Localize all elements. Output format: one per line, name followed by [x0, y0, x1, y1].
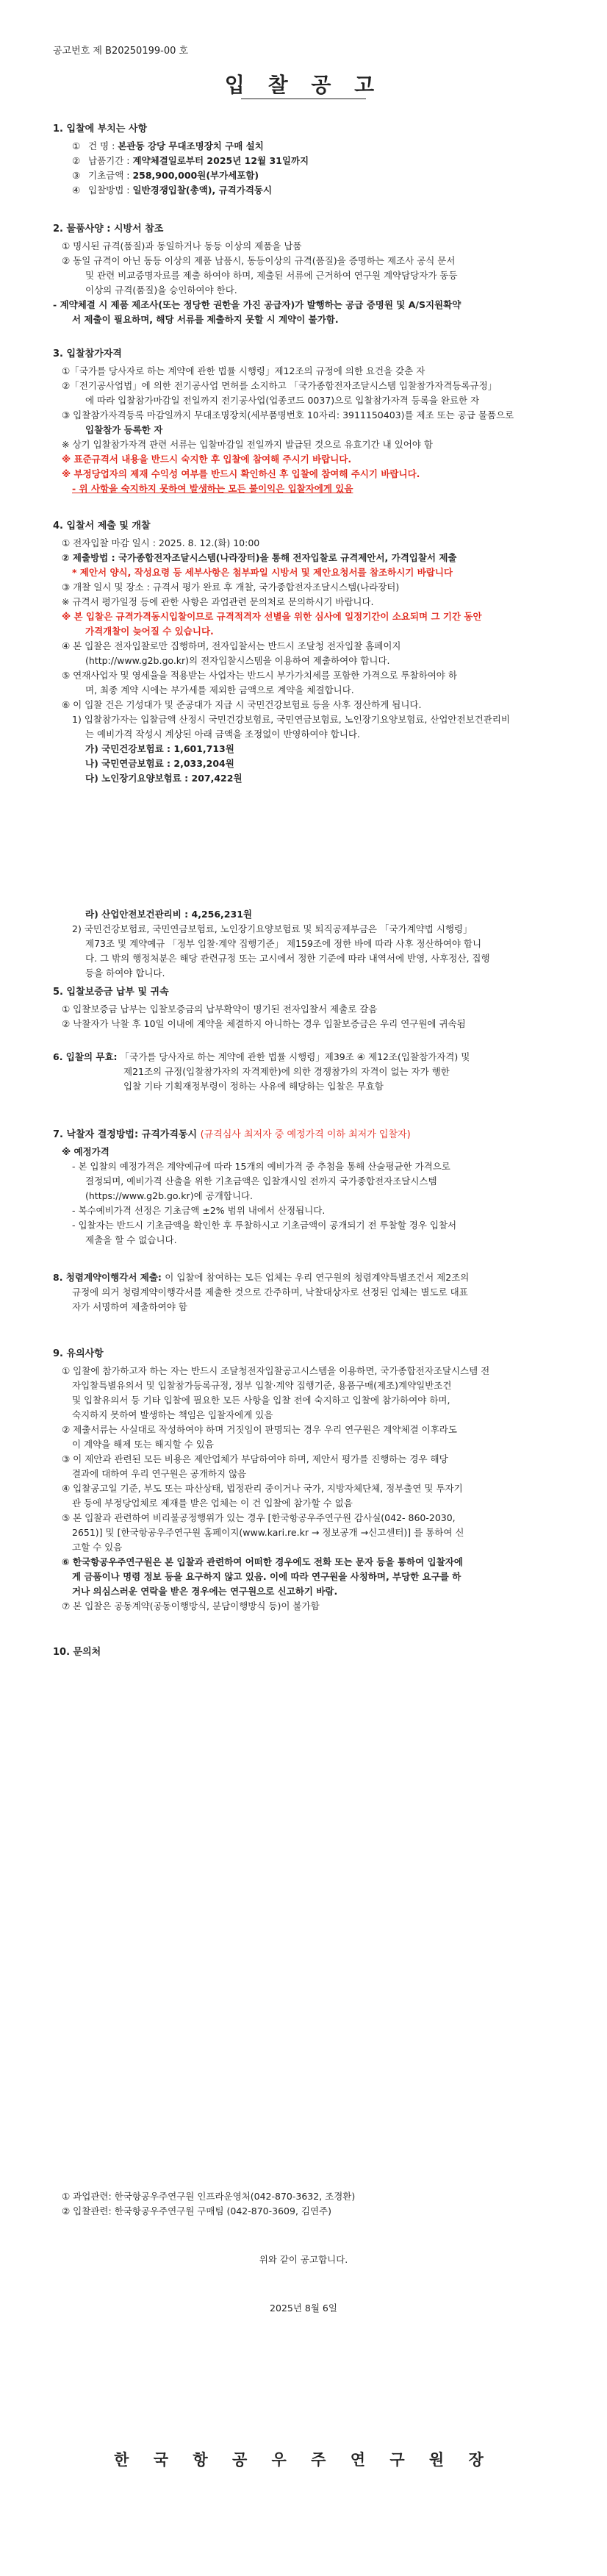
s9-line: 결과에 대하여 우리 연구원은 공개하지 않음 — [72, 1468, 247, 1479]
contacts — [53, 2189, 560, 2219]
s3-line: 에 따라 입찰참가마감일 전일까지 전기공사업(업종코드 0037)으로 입찰참가자격 등록을 완료한 자 — [85, 395, 480, 406]
s4-line: ④ 본 입찰은 전자입찰로만 집행하며, 전자입찰서는 반드시 조달청 전자입찰 홈페이지 — [62, 640, 401, 651]
s4-note: * 제안서 양식, 작성요령 등 세부사항은 첨부파일 시방서 및 제안요청서를 참조하시기 바랍니다 — [72, 567, 453, 578]
section-10-title: 10. 문의처 — [53, 1647, 101, 1658]
s4-line: 며, 최종 계약 시에는 부가세를 제외한 금액으로 계약을 체결합니다. — [85, 684, 354, 695]
s4-note: ※ 본 입찰은 규격가격동시입찰이므로 규격적격자 선별을 위한 심사에 일정기간이 소요되며 그 기간 동안 — [62, 611, 482, 622]
s9-line: ⑤ 본 입찰과 관련하여 비리불공정행위가 있는 경우 [한국항공우주연구원 감사실(042- 860-2030, — [62, 1512, 456, 1523]
s4-line: 다. 그 밖의 행정처분은 해당 관련규정 또는 고시에서 정한 기준에 따라 내역서에 반영, 사후정산, 집행 — [85, 953, 490, 964]
s9-line: ② 제출서류는 사실대로 작성하여야 하며 거짓임이 판명되는 경우 우리 연구원은 계약체결 이후라도 — [62, 1424, 457, 1435]
closing-text: 위와 같이 공고합니다. — [259, 2254, 348, 2265]
s3-warning: - 위 사항을 숙지하지 못하여 발생하는 모든 불이익은 입찰자에게 있음 — [72, 483, 353, 494]
s9-line: 고할 수 있음 — [72, 1542, 123, 1553]
notice-date: 2025년 8월 6일 — [270, 2303, 337, 2314]
s7-line: 결정되며, 예비가격 산출을 위한 기초금액은 입찰개시일 전까지 국가종합전자조달시스템 — [85, 1176, 437, 1187]
s4-line: 2) 국민건강보험료, 국민연금보험료, 노인장기요양보험료 및 퇴직공제부금은 「국가계약법 시행령」 — [72, 923, 473, 934]
notice-number: 공고번호 제 B20250199-00 호 — [53, 46, 189, 57]
section-7-title: 7. 낙찰자 결정방법: 규격가격동시 (규격심사 최저자 중 예정가격 이하 최저가 입찰자) — [53, 1129, 411, 1140]
s6-line: 제21조의 규정(입찰참가자의 자격제한)에 의한 경쟁참가의 자격이 없는 자가 행한 — [123, 1066, 450, 1077]
s4-line: 1) 입찰참가자는 입찰금액 산정시 국민건강보험료, 국민연금보험료, 노인장기요양보험료, 산업안전보건관리비 — [72, 714, 510, 725]
s4-line: 등을 하여야 합니다. — [85, 967, 165, 978]
s3-line: 입찰참가 등록한 자 — [85, 424, 163, 435]
s4-note: 가격개찰이 늦어질 수 있습니다. — [85, 626, 214, 637]
s4-fee: 다) 노인장기요양보험료 : 207,422원 — [85, 773, 243, 784]
s2-line: 및 관련 비교증명자료를 제출 하여야 하며, 제출된 서류에 근거하여 연구원 계약담당자가 동등 — [85, 270, 458, 281]
s9-line: ⑦ 본 입찰은 공동계약(공동이행방식, 분담이행방식 등)이 불가함 — [62, 1600, 320, 1611]
s9-line: 자입찰특별유의서 및 입찰참가등록규정, 정부 입찰·계약 집행기준, 용품구매(제조)계약일반조건 — [72, 1380, 452, 1391]
s9-line: ④ 입찰공고일 기준, 부도 또는 파산상태, 법정관리 중이거나 국가, 지방자체단체, 정부출연 및 투자기 — [62, 1483, 463, 1494]
s5-line: ② 낙찰자가 낙찰 후 10일 이내에 계약을 체결하지 아니하는 경우 입찰보증금은 우리 연구원에 귀속됨 — [62, 1018, 466, 1029]
s7-line: - 복수예비가격 선정은 기초금액 ±2% 범위 내에서 산정됩니다. — [72, 1205, 326, 1216]
s2-line: 이상의 규격(품질)을 승인하여야 한다. — [85, 285, 237, 296]
s8-line: 자가 서명하여 제출하여야 함 — [72, 1301, 187, 1312]
s4-line: ※ 규격서 평가일정 등에 관한 사항은 과업관련 문의처로 문의하시기 바랍니다. — [62, 596, 374, 607]
section-9 — [53, 1345, 560, 1614]
s9-line: 숙지하지 못하여 발생하는 책임은 입찰자에게 있음 — [72, 1409, 273, 1420]
s3-line: ①「국가를 당사자로 하는 계약에 관한 법률 시행령」제12조의 규정에 의한 요건을 갖춘 자 — [62, 365, 425, 376]
s9-warning: 거나 의심스러운 연락을 받은 경우에는 연구원으로 신고하기 바람. — [72, 1586, 338, 1597]
section-4 — [53, 518, 560, 981]
s6-line: 입찰 기타 기획재정부령이 정하는 사유에 해당하는 입찰은 무효함 — [123, 1081, 384, 1092]
section-1-title: 1. 입찰에 부치는 사항 — [53, 124, 148, 135]
s2-line: 서 제출이 필요하며, 해당 서류를 제출하지 못할 시 계약이 불가함. — [72, 314, 339, 325]
s9-line: 및 입찰유의서 등 기타 입찰에 필요한 모든 사항을 입찰 전에 숙지하고 입찰에 참가하여야 하며, — [72, 1395, 450, 1406]
s9-line: 관 등에 부정당업체로 제재를 받은 업체는 이 건 입찰에 참가할 수 없음 — [72, 1498, 353, 1509]
section-5 — [53, 984, 560, 1031]
page-title: 입 찰 공 고 — [224, 73, 383, 97]
s7-line: (https://www.g2b.go.kr)에 공개합니다. — [85, 1190, 253, 1201]
section-3-title: 3. 입찰참가자격 — [53, 348, 122, 359]
section-8 — [53, 1270, 560, 1314]
s7-line: - 본 입찰의 예정가격은 계약예규에 따라 15개의 예비가격 중 추첨을 통해 산술평균한 가격으로 — [72, 1161, 450, 1172]
section-4-title: 4. 입찰서 제출 및 개찰 — [53, 520, 151, 532]
s1-item-period: ② 납품기간 : 계약체결일로부터 2025년 12월 31일까지 — [72, 155, 309, 166]
blank-space — [53, 786, 560, 907]
s9-warning: ⑥ 한국항공우주연구원은 본 입찰과 관련하여 어떠한 경우에도 전화 또는 문자 등을 통하여 입찰자에 — [62, 1556, 463, 1567]
s7-line: ※ 예정가격 — [62, 1146, 109, 1157]
s1-item-method: ④ 입찰방법 : 일반경쟁입찰(총액), 규격가격동시 — [72, 185, 273, 196]
s2-line: ② 동일 규격이 아닌 동등 이상의 제품 납품시, 동등이상의 규격(품질)을 증명하는 제조사 공식 문서 — [62, 255, 456, 266]
s2-line: ① 명시된 규격(품질)과 동일하거나 동등 이상의 제품을 납품 — [62, 240, 302, 251]
s3-warning: ※ 표준규격서 내용을 반드시 숙지한 후 입찰에 참여해 주시기 바랍니다. — [62, 454, 352, 465]
s4-line: ⑤ 연재사업자 및 영세율을 적용받는 사업자는 반드시 부가가치세를 포함한 가격으로 투찰하여야 하 — [62, 670, 457, 681]
s4-line: 제73조 및 계약예규 「정부 입찰·계약 집행기준」 제159조에 정한 바에 따라 사후 정산하여야 합니 — [85, 938, 482, 949]
s8-line: 규정에 의거 청렴계약이행각서를 제출한 것으로 간주하며, 낙찰대상자로 선정된 업체는 별도로 대표 — [72, 1287, 468, 1298]
section-7 — [53, 1126, 560, 1248]
s9-line: 2651)] 및 [한국항공우주연구원 홈페이지(www.kari.re.kr → 정보공개 →신고센터)] 를 통하여 신 — [72, 1527, 464, 1538]
s3-line: ③ 입찰참가자격등록 마감일까지 무대조명장치(세부품명번호 10자리: 3911150403)를 제조 또는 공급 물품으로 — [62, 409, 514, 421]
s7-line: - 입찰자는 반드시 기초금액을 확인한 후 투찰하시고 기초금액이 공개되기 전 투찰할 경우 입찰서 — [72, 1220, 457, 1231]
section-2 — [53, 221, 560, 327]
s4-line: (http://www.g2b.go.kr)의 전자입찰시스템을 이용하여 제출하여야 합니다. — [85, 655, 390, 666]
s4-fee: 라) 산업안전보건관리비 : 4,256,231원 — [85, 909, 252, 920]
s7-line: 제출을 할 수 없습니다. — [85, 1234, 177, 1245]
s4-line: ⑥ 이 입찰 건은 기성대가 및 준공대가 지급 시 국민건강보험료 등을 사후 정산하게 됩니다. — [62, 699, 422, 710]
s1-item-amount: ③ 기초금액 : 258,900,000원(부가세포함) — [72, 170, 259, 181]
s4-line: ② 제출방법 : 국가종합전자조달시스템(나라장터)을 통해 전자입찰로 규격제안서, 가격입찰서 제출 — [62, 552, 457, 563]
s2-line: - 계약체결 시 제품 제조사(또는 정당한 권한을 가진 공급자)가 발행하는 공급 증명원 및 A/S지원확약 — [53, 299, 461, 310]
section-8-title: 8. 청렴계약이행각서 제출: — [53, 1272, 165, 1283]
section-6 — [53, 1050, 560, 1094]
section-10 — [53, 1644, 560, 1662]
s8-line: 이 입찰에 참여하는 모든 업체는 우리 연구원의 청렴계약특별조건서 제2조의 — [165, 1272, 470, 1283]
section-6-title: 6. 입찰의 무효: — [53, 1051, 118, 1062]
s9-line: 이 계약을 해제 또는 해지할 수 있음 — [72, 1439, 214, 1450]
s9-line: ③ 이 제안과 관련된 모든 비용은 제안업체가 부담하여야 하며, 제안서 평가를 진행하는 경우 해당 — [62, 1453, 448, 1464]
s4-fee: 가) 국민건강보험료 : 1,601,713원 — [85, 743, 234, 754]
s9-line: ① 입찰에 참가하고자 하는 자는 반드시 조달청전자입찰공고시스템을 이용하면, 국가종합전자조달시스템 전 — [62, 1365, 490, 1376]
s4-line: ① 전자입찰 마감 일시 : 2025. 8. 12.(화) 10:00 — [62, 537, 260, 548]
section-9-title: 9. 유의사항 — [53, 1348, 104, 1359]
s3-line: ②「전기공사업법」에 의한 전기공사업 면허를 소지하고 「국가종합전자조달시스템 입찰참가자격등록규정」 — [62, 380, 498, 391]
s5-line: ① 입찰보증금 납부는 입찰보증금의 납부확약이 명기된 전자입찰서 제출로 갈음 — [62, 1003, 378, 1015]
section-1 — [53, 121, 560, 198]
s6-line: 「국가를 당사자로 하는 계약에 관한 법률 시행령」제39조 ④ 제12조(입찰참가자격) 및 — [120, 1051, 470, 1062]
s3-line: ※ 상기 입찰참가자격 관련 서류는 입찰마감일 전일까지 발급된 것으로 유효기간 내 있어야 함 — [62, 439, 433, 450]
s3-warning: ※ 부정당업자의 제재 수익성 여부를 반드시 확인하신 후 입찰에 참여해 주시기 바랍니다. — [62, 468, 420, 479]
contact-line: ① 과업관련: 한국항공우주연구원 인프라운영처(042-870-3632, 조경환) — [62, 2191, 356, 2202]
s4-line: 는 예비가격 작성시 계상된 아래 금액을 조정없이 반영하여야 합니다. — [85, 729, 360, 740]
signature: 한 국 항 공 우 주 연 구 원 장 — [114, 2450, 493, 2469]
section-2-title: 2. 물품사양 : 시방서 참조 — [53, 223, 164, 235]
section-3 — [53, 346, 560, 496]
contact-line: ② 입찰관련: 한국항공우주연구원 구매팀 (042-870-3609, 김연주) — [62, 2205, 331, 2217]
s4-fee: 나) 국민연금보험료 : 2,033,204원 — [85, 758, 234, 769]
s1-item-name: ① 건 명 : 본관동 강당 무대조명장치 구매 설치 — [72, 140, 264, 151]
s9-warning: 게 금품이나 명령 정보 등을 요구하지 않고 있음. 이에 따라 연구원을 사칭하며, 부당한 요구를 하 — [72, 1571, 461, 1582]
section-5-title: 5. 입찰보증금 납부 및 귀속 — [53, 987, 169, 998]
s4-line: ③ 개찰 일시 및 장소 : 규격서 평가 완료 후 개찰, 국가종합전자조달시스템(나라장터) — [62, 582, 400, 593]
